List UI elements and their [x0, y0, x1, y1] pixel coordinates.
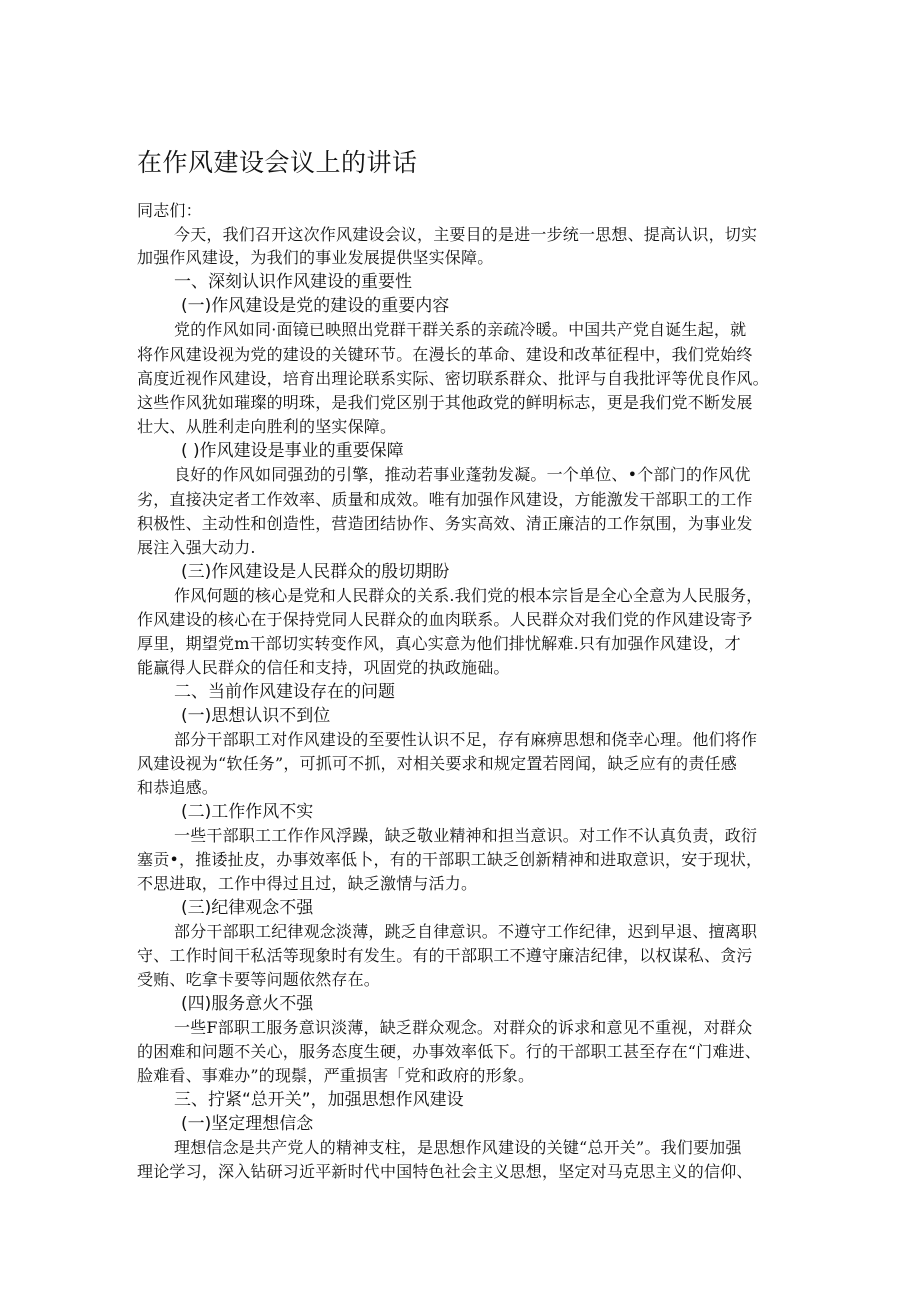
section-heading: 二、当前作风建设存在的问题 [174, 682, 395, 702]
paragraph-line: 风建设视为“软任务”，可抓可不抓，对相关要求和规定置若罔闻，缺乏应有的责任感 [137, 754, 737, 773]
intro-line: 加强作风建设，为我们的事业发展提供坚实保障。 [137, 248, 494, 267]
paragraph-line: 将作风建设视为党的建设的关键环节。在漫长的革命、建设和改革征程中，我们党始终 [137, 345, 753, 364]
paragraph-line: 和恭追感。 [137, 778, 219, 797]
paragraph-line: 作风何题的核心是党和人民群众的关系.我们党的根本宗旨是全心全意为人民服务， [174, 586, 763, 605]
paragraph-line: 作风建设的核心在于保持党同人民群众的血肉联系。人民群众对我们党的作风建设寄予 [137, 610, 753, 629]
paragraph-line: 不思进取，工作中得过且过，缺乏激情与活力。 [137, 874, 478, 893]
paragraph-line: 的困难和问题不关心，服务态度生硬，办事效率低下。行的干部职工甚至存在“门难进、 [137, 1042, 761, 1061]
subsection-heading: (一)作风建设是党的建设的重要内容 [181, 296, 450, 316]
section-heading: 三、拧紧“总开关”，加强思想作风建设 [174, 1090, 464, 1110]
paragraph-line: 塞贡•，推诿扯皮，办事效率低卜，有的干部职工缺乏创新精神和进取意识，安于现状， [137, 850, 763, 869]
salutation: 同志们： [137, 201, 202, 220]
paragraph-line: 高度近视作风建设，培育出理论联系实际、密切联系群众、批评与自我批评等优良作风。 [137, 369, 769, 388]
paragraph-line: 一些F部职工服务意识淡薄，缺乏群众观念。对群众的诉求和意见不重视，对群众 [174, 1018, 753, 1037]
subsection-heading: (三)纪律观念不强 [181, 898, 314, 918]
subsection-heading: (一)思想认识不到位 [181, 706, 331, 726]
subsection-heading: (一)坚定理想信念 [181, 1114, 314, 1134]
paragraph-line: 部分干部职工对作风建设的至要性认识不足，存有麻痹思想和侥幸心理。他们将作 [174, 730, 758, 749]
paragraph-line: 守、工作时间干私活等现象时有发生。有的干部职工不遵守廉洁纪律，以权谋私、贪污 [137, 946, 753, 965]
paragraph-line: 党的作风如同·面镜已映照出党群干群关系的亲疏冷暖。中国共产党自诞生起，就 [174, 320, 747, 339]
paragraph-line: 一些干部职工工作作风浮躁，缺乏敬业精神和担当意识。对工作不认真负责，政衍 [174, 826, 758, 845]
paragraph-line: 良好的作风如同强劲的引擎，推动若事业蓬勃发凝。一个单位、•个部门的作风优 [174, 465, 751, 484]
paragraph-line: 理论学习，深入钻研习近平新时代中国特色社会主义思想，坚定对马克思主义的信仰、 [137, 1162, 753, 1181]
intro-line: 今天，我们召开这次作风建设会议，主要目的是进一步统一思想、提高认识，切实 [174, 225, 758, 244]
paragraph-line: 部分干部职工纪律观念淡薄，跳乏自律意识。不遵守工作纪律，迟到早退、擅离职 [174, 922, 758, 941]
document-title: 在作风建设会议上的讲话 [137, 148, 418, 177]
paragraph-line: 积极性、主动性和创造性，营造团结协作、务实高效、清正廉洁的工作氛围，为事业发 [137, 514, 753, 533]
paragraph-line: 厚里，期望党m干部切实转变作风，真心实意为他们排忧解难.只有加强作风建设，才 [137, 634, 741, 653]
paragraph-line: 脸难看、事难办”的现鬃，严重损害「党和政府的形象。 [137, 1066, 535, 1085]
paragraph-line: 受贿、吃拿卡要等问题依然存在。 [137, 970, 381, 989]
section-heading: 一、深刻认识作风建设的重要性 [174, 272, 412, 292]
subsection-heading: (四)服务意火不强 [181, 994, 314, 1014]
paragraph-line: 能赢得人民群众的信任和支持，巩固党的执政施础。 [137, 658, 510, 677]
paragraph-line: 展注入强大动力. [137, 538, 256, 557]
paragraph-line: 这些作风犹如璀璨的明珠，是我们党区别于其他政党的鲜明标志，更是我们党不断发展 [137, 393, 753, 412]
paragraph-line: 壮大、从胜利走向胜利的坚实保障。 [137, 417, 397, 436]
paragraph-line: 劣，直接决定者工作效率、质量和成效。唯有加强作风建设，方能激发干部职工的工作 [137, 490, 753, 509]
subsection-heading: (二)工作作风不实 [181, 802, 314, 822]
subsection-heading: ( )作风建设是事业的重要保障 [181, 441, 404, 461]
subsection-heading: (三)作风建设是人民群众的殷切期盼 [181, 562, 450, 582]
paragraph-line: 理想信念是共产党人的精神支柱，是思想作风建设的关键“总开关”。我们要加强 [174, 1138, 742, 1157]
